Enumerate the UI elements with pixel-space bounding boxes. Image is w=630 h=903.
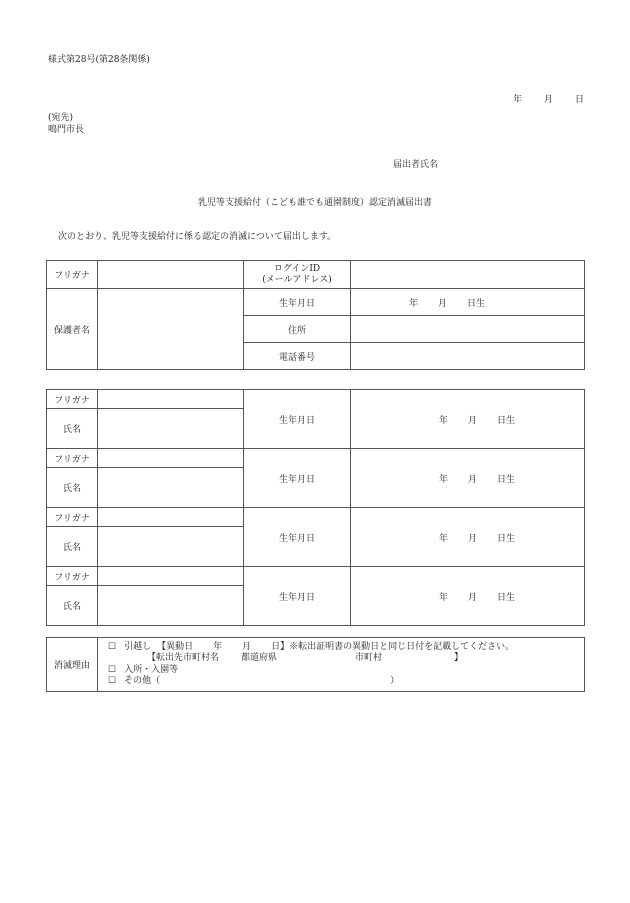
- reason-dest-close: 】: [454, 653, 464, 663]
- reason-option-admission: [98, 665, 584, 677]
- reason-table: [46, 637, 585, 692]
- child-4-name-label: 氏名: [47, 586, 98, 626]
- date-year: 年: [513, 95, 523, 105]
- form-number: 様式第28号(第28条関係): [48, 55, 150, 65]
- addressee-label: (宛先): [48, 113, 74, 123]
- reason-move-label: 引越し: [124, 641, 152, 652]
- reason-other-label: その他（: [124, 676, 161, 686]
- guardian-birth-year: 年: [409, 298, 419, 309]
- guardian-address-field[interactable]: [351, 316, 585, 343]
- children-table: [46, 389, 585, 626]
- child-2-furigana-label: フリガナ: [47, 449, 98, 468]
- addressee-name: 鳴門市長: [48, 125, 85, 135]
- child-4-birthdate-field[interactable]: [351, 567, 585, 626]
- login-id-field[interactable]: [351, 261, 585, 289]
- child-4-furigana-field[interactable]: [98, 567, 244, 586]
- child-4-birth-day: 日生: [497, 592, 516, 603]
- reason-label: 消滅理由: [47, 638, 98, 692]
- child-4-birth-month: 月: [468, 592, 478, 603]
- reason-move-year: 年: [213, 641, 223, 652]
- child-3-name-field[interactable]: [98, 527, 244, 567]
- child-2-furigana-field[interactable]: [98, 449, 244, 468]
- child-3-birth-month: 月: [468, 533, 478, 544]
- guardian-address-label: 住所: [244, 316, 351, 343]
- child-1-birthdate-label: 生年月日: [244, 390, 351, 449]
- reason-option-other: [98, 676, 584, 688]
- child-4-birth-year: 年: [439, 592, 449, 603]
- reason-dest-open: 【転出先市町村名: [147, 653, 220, 663]
- child-2-birth-day: 日生: [497, 474, 516, 485]
- reason-move-date-open: 【異動日: [157, 641, 194, 652]
- child-4-birthdate-label: 生年月日: [244, 567, 351, 626]
- intro-text: 次のとおり、乳児等支援給付に係る認定の消滅について届出します。: [58, 232, 337, 242]
- date-line: [513, 92, 584, 105]
- reason-other-checkbox[interactable]: ☐: [108, 676, 117, 686]
- child-3-birthdate-label: 生年月日: [244, 508, 351, 567]
- login-id-label: [244, 261, 351, 289]
- guardian-birth-month: 月: [438, 298, 448, 309]
- reason-move-date-close: 日】※転出証明書の異動日と同じ日付を記載してください。: [271, 641, 515, 652]
- child-3-furigana-field[interactable]: [98, 508, 244, 527]
- child-3-birth-year: 年: [439, 533, 449, 544]
- date-month: 月: [544, 95, 554, 105]
- child-2-name-label: 氏名: [47, 468, 98, 508]
- guardian-birthdate-label: 生年月日: [244, 289, 351, 316]
- guardian-phone-field[interactable]: [351, 343, 585, 370]
- reason-dest-prefecture: 都道府県: [241, 653, 278, 663]
- reason-other-close: ）: [390, 676, 400, 686]
- page-title: 乳児等支援給付（こども誰でも通園制度）認定消滅届出書: [197, 198, 432, 208]
- reason-destination: [98, 653, 584, 665]
- child-2-name-field[interactable]: [98, 468, 244, 508]
- child-4-name-field[interactable]: [98, 586, 244, 626]
- reason-dest-city: 市町村: [355, 653, 383, 663]
- child-1-name-field[interactable]: [98, 409, 244, 449]
- reason-admission-checkbox[interactable]: ☐: [108, 664, 117, 675]
- child-1-furigana-label: フリガナ: [47, 390, 98, 409]
- child-2-birthdate-field[interactable]: [351, 449, 585, 508]
- child-2-birth-month: 月: [468, 474, 478, 485]
- reason-move-checkbox[interactable]: ☐: [108, 641, 117, 652]
- applicant-name-label: 届出者氏名: [393, 160, 439, 170]
- login-id-label-line1: ログインID: [273, 263, 321, 274]
- guardian-birth-day: 日生: [467, 298, 486, 309]
- reason-option-move: [98, 642, 584, 654]
- child-4-furigana-label: フリガナ: [47, 567, 98, 586]
- child-2-birth-year: 年: [439, 474, 449, 485]
- child-1-birthdate-field[interactable]: [351, 390, 585, 449]
- guardian-table: [46, 260, 585, 370]
- guardian-furigana-label: フリガナ: [47, 261, 98, 289]
- child-1-furigana-field[interactable]: [98, 390, 244, 409]
- guardian-phone-label: 電話番号: [244, 343, 351, 370]
- child-1-name-label: 氏名: [47, 409, 98, 449]
- child-1-birth-day: 日生: [497, 415, 516, 426]
- child-3-birth-day: 日生: [497, 533, 516, 544]
- child-1-birth-month: 月: [468, 415, 478, 426]
- guardian-birthdate-field[interactable]: [351, 289, 585, 316]
- reason-options: [98, 638, 585, 692]
- child-1-birth-year: 年: [439, 415, 449, 426]
- child-3-furigana-label: フリガナ: [47, 508, 98, 527]
- date-day: 日: [575, 95, 585, 105]
- reason-move-month: 月: [242, 641, 252, 652]
- guardian-furigana-field[interactable]: [98, 261, 244, 289]
- child-3-birthdate-field[interactable]: [351, 508, 585, 567]
- guardian-name-field[interactable]: [98, 289, 244, 370]
- child-2-birthdate-label: 生年月日: [244, 449, 351, 508]
- guardian-name-label: 保護者名: [47, 289, 98, 370]
- child-3-name-label: 氏名: [47, 527, 98, 567]
- reason-admission-label: 入所・入園等: [124, 664, 179, 675]
- login-id-label-line2: (メールアドレス): [262, 274, 332, 285]
